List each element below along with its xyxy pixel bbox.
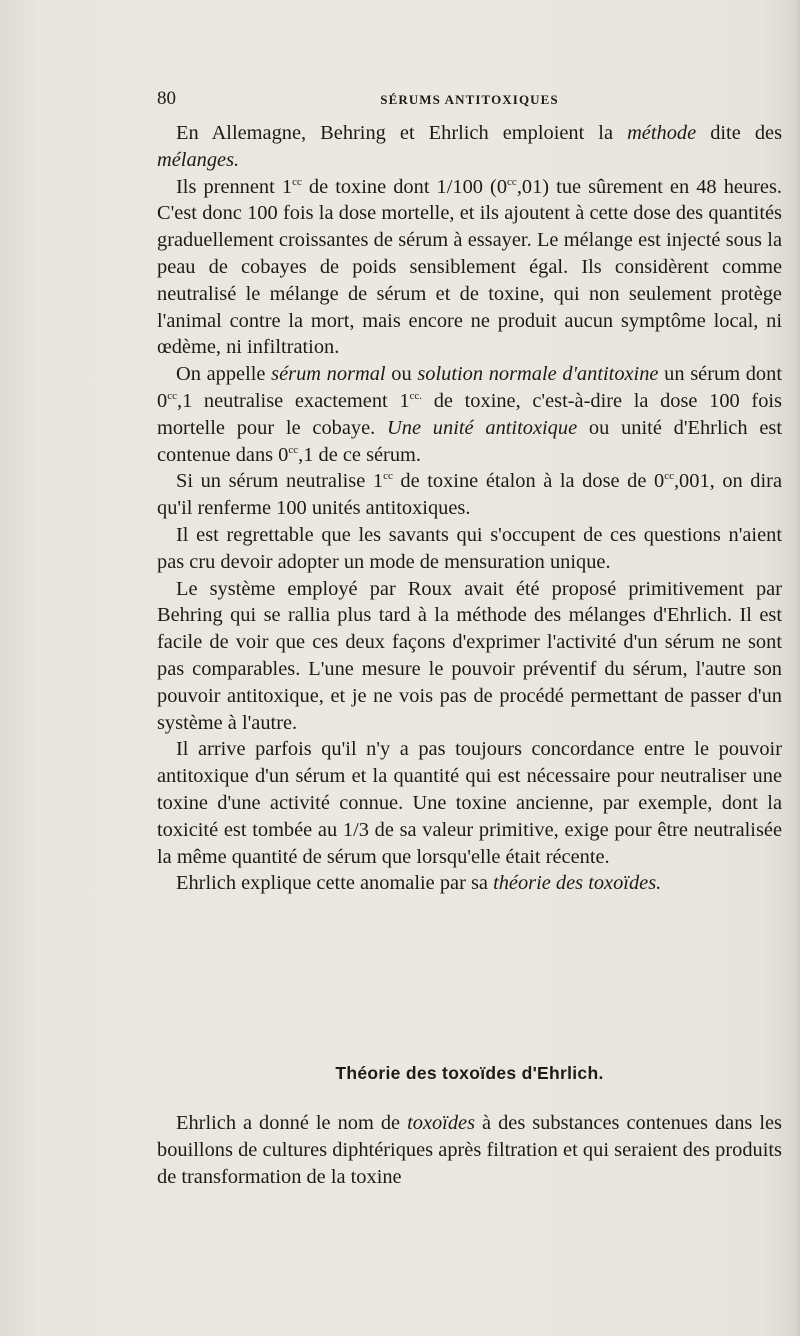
paragraph-3	[157, 361, 782, 468]
p1-italic-1: méthode	[627, 122, 697, 144]
p2-text-1: Ils prennent 1	[176, 175, 293, 198]
page-header	[157, 88, 782, 116]
p2-text-3: ,01) tue sûrement en 48 heures. C'est donc 100 fois la dose mortelle, et ils ajoutent à cette dose des quantités graduellement croissantes de sérum à essayer. Le mélange est injecté sous la peau de cobayes de poids sensiblement égal. Ils considèrent comme neutralisé le mélange de sérum et de toxine, qui non seulement protège l'animal contre la mort, mais encore ne produit aucun symptôme local, ni œdème, ni infiltration.	[157, 175, 783, 359]
page-number: 80	[157, 88, 176, 109]
p3-sup-3: cc	[288, 443, 299, 456]
p3-sup-2: cc.	[409, 389, 423, 402]
paragraph-7: Il arrive parfois qu'il n'y a pas toujours concordance entre le pouvoir antitoxique d'un sérum et la quantité qui est nécessaire pour neutraliser une toxine d'une activité connue. Une toxine ancienne, par exemple, dont la toxicité est tombée au 1/3 de sa valeur primitive, exige pour être neutralisée la même quantité de sérum que lorsqu'elle était récente.	[157, 738, 782, 868]
p8-italic-1: théorie des toxoïdes.	[493, 872, 662, 895]
p4-text-2: de toxine étalon à la dose de 0	[392, 470, 665, 493]
p3-italic-2: solution normale d'antitoxine	[417, 363, 659, 386]
p1-text-2: dite des	[696, 122, 783, 144]
p3-text-1: On appelle	[176, 363, 272, 386]
p3-text-7: ,1 de ce sérum.	[298, 443, 422, 466]
p3-italic-1: sérum normal	[271, 363, 386, 386]
running-title: SÉRUMS ANTITOXIQUES	[380, 92, 559, 107]
paragraph-8	[157, 870, 782, 897]
p2-text-2: de toxine dont 1/100 (0	[301, 175, 508, 198]
p3-sup-1: cc	[167, 389, 177, 402]
page-edge-shadow	[794, 0, 800, 1336]
paragraph-5: Il est regrettable que les savants qui s'occupent de ces questions n'aient pas cru devoir adopter un mode de mensuration unique.	[157, 523, 782, 573]
body-text-bottom	[157, 1110, 782, 1190]
p4-text-3: ,001, on dira qu'il renferme 100 unités antitoxiques.	[157, 470, 783, 520]
p3-text-5: de toxine, c'est-à-dire la dose 100 fois mortelle pour le cobaye.	[157, 389, 782, 439]
p3-italic-3: Une unité antitoxique	[387, 416, 578, 439]
paragraph-9	[157, 1110, 782, 1190]
paragraph-1	[157, 120, 782, 174]
p2-sup-1: cc	[292, 175, 302, 188]
p9-text-1: Ehrlich a donné le nom de	[176, 1112, 408, 1134]
p3-text-6: ou unité d'Ehrlich est contenue dans 0	[157, 416, 782, 466]
body-text-top	[157, 120, 782, 897]
p4-sup-1: cc	[383, 470, 393, 483]
p9-text-2: à des substances contenues dans les bouillons de cultures diphtériques après filtration et qui seraient des produits de transformation de la toxine	[157, 1112, 782, 1188]
p3-text-3: un sérum dont 0	[157, 363, 782, 412]
paragraph-6: Le système employé par Roux avait été proposé primitivement par Behring qui se rallia plus tard à la méthode des mélanges d'Ehrlich. Il est facile de voir que ces deux façons d'exprimer l'activité d'un sérum ne sont pas comparables. L'une mesure le pouvoir préventif du sérum, l'autre son pouvoir antitoxique, et je ne vois pas de procédé permettant de passer d'un système à l'autre.	[157, 577, 782, 734]
section-heading: Théorie des toxoïdes d'Ehrlich.	[335, 1063, 604, 1083]
p4-sup-2: cc	[664, 470, 674, 483]
paragraph-2	[157, 174, 782, 362]
p4-text-1: Si un sérum neutralise 1	[176, 470, 384, 493]
p3-text-4: ,1 neutralise exactement 1	[176, 389, 410, 412]
p9-italic-1: toxoïdes	[407, 1112, 476, 1134]
p3-text-2: ou	[385, 363, 418, 386]
p8-text-1: Ehrlich explique cette anomalie par sa	[176, 872, 494, 895]
p1-text-1: En Allemagne, Behring et Ehrlich emploient la	[176, 122, 628, 144]
p2-sup-2: cc	[507, 175, 517, 188]
p1-italic-2: mélanges.	[157, 148, 240, 171]
paragraph-4	[157, 468, 782, 522]
